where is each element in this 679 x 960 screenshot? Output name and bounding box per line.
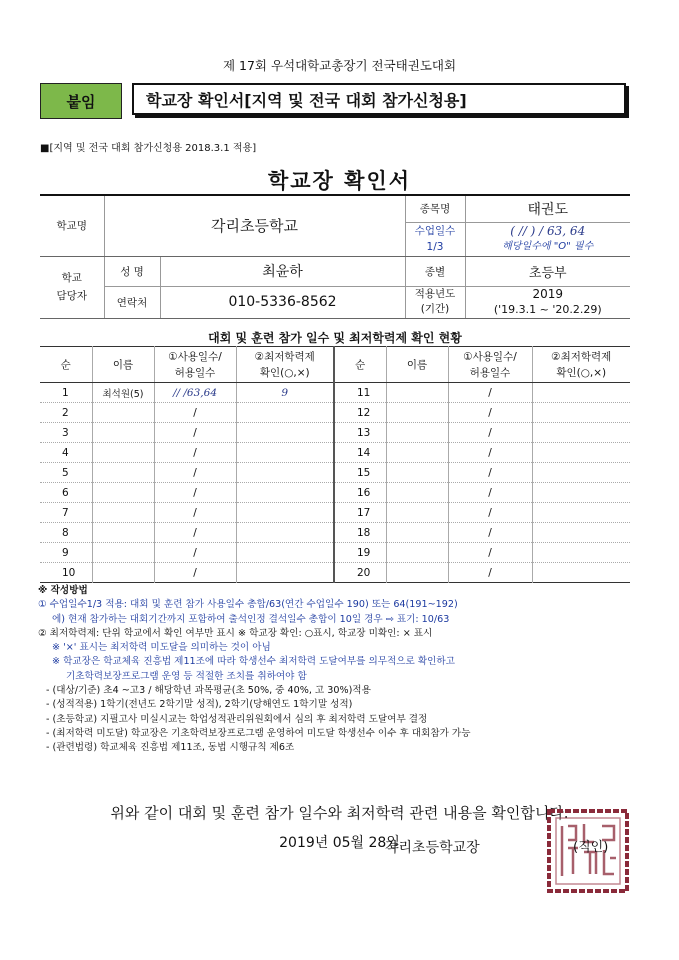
- year-label: [405, 286, 465, 318]
- row-days-cell: /: [154, 543, 236, 563]
- row-days-cell: /: [154, 423, 236, 443]
- instruction-line-11: - (관련법령) 학교체육 진흥법 제11조, 동법 시행규칙 제6조: [46, 742, 295, 754]
- row-grade-cell: [236, 443, 334, 463]
- year-value: [465, 286, 630, 318]
- row-name-cell: [386, 503, 448, 523]
- table-row: [40, 523, 630, 543]
- row-days-cell: /: [154, 403, 236, 423]
- row-no-cell: 19: [334, 543, 386, 563]
- col-name-right: 이름: [386, 347, 448, 383]
- table-row: [40, 443, 630, 463]
- row-name-cell: [92, 443, 154, 463]
- row-name-cell: [92, 503, 154, 523]
- year-label-line1: 적용년도: [414, 288, 456, 300]
- row-days-cell: // /63,64: [154, 383, 236, 403]
- row-grade-cell: [236, 543, 334, 563]
- row-days-cell: /: [448, 483, 532, 503]
- row-name-cell: [386, 543, 448, 563]
- instruction-line-2: 에) 현재 참가하는 대회기간까지 포함하여 출석인정 결석일수 총합이 10일 경우 ⇨ 표기: 10/63: [52, 613, 450, 625]
- row-grade-cell: [236, 423, 334, 443]
- year-label-line2: (기간): [420, 303, 450, 315]
- row-grade-cell: [532, 383, 630, 403]
- row-grade-cell: [532, 503, 630, 523]
- row-grade-cell: [532, 463, 630, 483]
- row-grade-cell: [532, 483, 630, 503]
- col-days-right-line2: 허용일수: [469, 366, 511, 379]
- row-name-cell: [92, 403, 154, 423]
- row-days-cell: /: [448, 403, 532, 423]
- days-value: [465, 222, 630, 256]
- instructions-heading: ※ 작성방법: [38, 585, 88, 596]
- row-grade-cell: [236, 503, 334, 523]
- row-days-cell: /: [448, 423, 532, 443]
- row-name-cell: [92, 483, 154, 503]
- row-grade-cell: [532, 563, 630, 583]
- form-note: ■[지역 및 전국 대회 참가신청용 2018.3.1 적용]: [40, 143, 257, 154]
- days-note: 해당일수에 "O" 필수: [502, 241, 594, 252]
- row-no-cell: 5: [40, 463, 92, 483]
- row-no-cell: 2: [40, 403, 92, 423]
- col-grade-left-line2: 확인(○,×): [259, 366, 310, 379]
- row-no-cell: 8: [40, 523, 92, 543]
- row-days-cell: /: [154, 563, 236, 583]
- table-row: [40, 423, 630, 443]
- row-days-cell: /: [448, 463, 532, 483]
- row-no-cell: 9: [40, 543, 92, 563]
- row-no-cell: 18: [334, 523, 386, 543]
- days-label: [405, 222, 465, 256]
- days-label-line1: 수업일수: [414, 225, 456, 237]
- instruction-line-4: ※ '×' 표시는 최저학력 미도달을 의미하는 것이 아님: [52, 642, 271, 654]
- row-no-cell: 3: [40, 423, 92, 443]
- row-grade-cell: [532, 403, 630, 423]
- row-name-cell: [92, 563, 154, 583]
- row-no-cell: 6: [40, 483, 92, 503]
- col-days-left-line1: ①사용일수/: [168, 350, 222, 363]
- row-no-cell: 1: [40, 383, 92, 403]
- table-row: [40, 383, 630, 403]
- row-grade-cell: [236, 523, 334, 543]
- manager-label-line2: 담당자: [56, 290, 87, 302]
- row-name-cell: [386, 383, 448, 403]
- year-value-text: 2019: [532, 287, 564, 301]
- row-days-cell: /: [154, 503, 236, 523]
- table-row: [40, 463, 630, 483]
- row-name-cell: [92, 543, 154, 563]
- col-grade-left-line1: ②최저학력제: [254, 350, 315, 363]
- row-name-cell: [386, 563, 448, 583]
- row-name-cell: 최석원(5): [92, 383, 154, 403]
- instruction-line-1: ① 수업일수1/3 적용: 대회 및 훈련 참가 사용일수 총합/63(연간 수업일수 190) 또는 64(191~192): [38, 599, 458, 611]
- row-no-cell: 14: [334, 443, 386, 463]
- col-grade-right: [532, 347, 630, 383]
- row-days-cell: /: [448, 543, 532, 563]
- attachment-banner: [40, 83, 630, 119]
- row-days-cell: /: [448, 503, 532, 523]
- gender-label: 종별: [405, 256, 465, 286]
- instruction-line-10: - (최저학력 미도달) 학교장은 기초학력보장프로그램 운영하여 미도달 학생선수 이수 후 대회참가 가능: [46, 727, 471, 739]
- row-no-cell: 20: [334, 563, 386, 583]
- principal-signature: 각리초등학교장: [385, 840, 480, 856]
- table-row: [40, 503, 630, 523]
- col-grade-right-line2: 확인(○,×): [556, 366, 607, 379]
- status-table: [40, 346, 630, 583]
- row-no-cell: 17: [334, 503, 386, 523]
- manager-name-label: 성 명: [104, 256, 160, 286]
- row-name-cell: [386, 423, 448, 443]
- table-row: [40, 543, 630, 563]
- row-days-cell: /: [448, 443, 532, 463]
- row-grade-cell: 9: [236, 383, 334, 403]
- gender-value: 초등부: [465, 256, 630, 286]
- sport-value: 태권도: [465, 195, 630, 222]
- row-name-cell: [386, 403, 448, 423]
- row-grade-cell: [532, 523, 630, 543]
- col-days-left-line2: 허용일수: [174, 366, 216, 379]
- row-no-cell: 11: [334, 383, 386, 403]
- row-name-cell: [92, 523, 154, 543]
- row-name-cell: [386, 443, 448, 463]
- row-no-cell: 15: [334, 463, 386, 483]
- row-no-cell: 10: [40, 563, 92, 583]
- seal-mark-label: (직인): [573, 840, 609, 855]
- manager-name-value: 최윤하: [160, 256, 405, 286]
- instruction-line-6: 기초학력보장프로그램 운영 등 적절한 조치를 취하여야 함: [66, 670, 307, 682]
- event-title: 제 17회 우석대학교총장기 전국태권도대회: [222, 58, 457, 73]
- table-row: [40, 563, 630, 583]
- row-grade-cell: [532, 443, 630, 463]
- instruction-line-8: - (성적적용) 1학기(전년도 2학기말 성적), 2학기(당해연도 1학기말 성적): [46, 699, 353, 711]
- row-no-cell: 16: [334, 483, 386, 503]
- manager-label-line1: 학교: [61, 272, 82, 284]
- row-name-cell: [386, 483, 448, 503]
- row-days-cell: /: [154, 523, 236, 543]
- days-value-text: ( // ) / 63, 64: [510, 224, 586, 238]
- status-title: 대회 및 훈련 참가 일수 및 최저학력제 확인 현황: [208, 331, 462, 345]
- row-name-cell: [92, 423, 154, 443]
- row-days-cell: /: [448, 383, 532, 403]
- contact-label: 연락처: [104, 286, 160, 318]
- row-no-cell: 13: [334, 423, 386, 443]
- col-days-right-line1: ①사용일수/: [463, 350, 517, 363]
- col-no-left: 순: [40, 347, 92, 383]
- col-grade-left: [236, 347, 334, 383]
- row-grade-cell: [532, 423, 630, 443]
- col-grade-right-line1: ②최저학력제: [551, 350, 612, 363]
- row-days-cell: /: [154, 443, 236, 463]
- row-days-cell: /: [154, 463, 236, 483]
- row-grade-cell: [236, 563, 334, 583]
- banner-title: 학교장 확인서[지역 및 전국 대회 참가신청용]: [132, 83, 626, 115]
- school-name-label: 학교명: [40, 195, 104, 256]
- row-no-cell: 7: [40, 503, 92, 523]
- row-grade-cell: [236, 463, 334, 483]
- row-grade-cell: [236, 403, 334, 423]
- instructions: [38, 584, 648, 756]
- row-days-cell: /: [154, 483, 236, 503]
- status-table-body: [40, 383, 630, 583]
- col-no-right: 순: [334, 347, 386, 383]
- document-title: 학교장 확인서: [267, 169, 412, 193]
- table-row: [40, 483, 630, 503]
- instruction-line-5: ※ 학교장은 학교체육 진흥법 제11조에 따라 학생선수 최저학력 도달여부를 의무적으로 확인하고: [52, 656, 455, 668]
- col-name-left: 이름: [92, 347, 154, 383]
- col-days-left: [154, 347, 236, 383]
- instruction-line-3: ② 최저학력제: 단위 학교에서 확인 여부만 표시 ※ 학교장 확인: ○표시, 학교장 미확인: × 표시: [38, 627, 433, 639]
- instruction-line-7: - (대상/기준) 초4 ~고3 / 해당학년 과목평균(초 50%, 중 40%, 고 30%)적용: [46, 685, 371, 697]
- info-table: [40, 194, 630, 319]
- row-no-cell: 4: [40, 443, 92, 463]
- year-period: ('19.3.1 ~ '20.2.29): [493, 303, 602, 316]
- confirmation-date: 2019년 05월 28일: [279, 835, 400, 851]
- col-days-right: [448, 347, 532, 383]
- row-grade-cell: [236, 483, 334, 503]
- manager-label: [40, 256, 104, 318]
- confirmation-statement: 위와 같이 대회 및 훈련 참가 일수와 최저학력 관련 내용을 확인합니다.: [110, 804, 569, 822]
- sport-label: 종목명: [405, 195, 465, 222]
- row-name-cell: [386, 523, 448, 543]
- attachment-badge: 붙임: [40, 83, 122, 119]
- row-name-cell: [92, 463, 154, 483]
- row-no-cell: 12: [334, 403, 386, 423]
- school-name-value: 각리초등학교: [104, 195, 405, 256]
- table-row: [40, 403, 630, 423]
- row-name-cell: [386, 463, 448, 483]
- row-grade-cell: [532, 543, 630, 563]
- row-days-cell: /: [448, 523, 532, 543]
- days-label-line2: 1/3: [426, 241, 444, 253]
- row-days-cell: /: [448, 563, 532, 583]
- contact-value: 010-5336-8562: [160, 286, 405, 318]
- instruction-line-9: - (초등학교) 지필고사 미실시교는 학업성적관리위원회에서 심의 후 최저학력 도달여부 결정: [46, 713, 428, 725]
